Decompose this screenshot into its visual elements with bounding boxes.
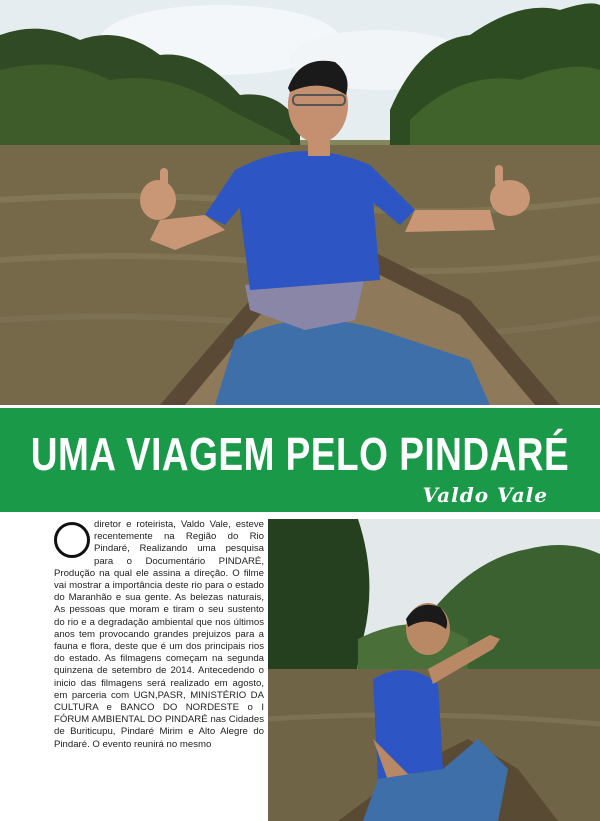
article-text: diretor e roteirista, Valdo Vale, esteve recentemente na Região do Rio Pindaré, Realizando uma pesquisa para o Documentário PINDARÉ, Produção na qual ele assina a direção. O filme vai mostrar a importância deste rio para o estado do Maranhão e sua gente. As belezas naturais, As pessoas que moram e tiram o seu sustento do rio e a degradação ambiental que nos últimos anos tem provocando grandes prejuizos para a fauna e flora, deste que é um dos principais rios do estado. As filmagens começam na segunda quinzena de setembro de 2014. Antecedendo o inicio das filmagens será realizado em agosto, em parceria com UGN,PASR, MINISTÉRIO DA CULTURA e BANCO DO NORDESTE o I FÓRUM AMBIENTAL DO PINDARÉ nas Cidades de Buriticupu, Pindaré Mirim e Alto Alegre do Pindaré. O evento reunirá no mesmo — [54, 519, 264, 750]
title-banner — [0, 408, 600, 512]
article-author: Valdo Vale — [422, 483, 548, 507]
man-pointing-from-boat-icon — [268, 519, 600, 821]
article-title: UMA VIAGEM PELO PINDARÉ — [30, 428, 570, 480]
article-body — [54, 519, 264, 819]
second-photo — [268, 519, 600, 821]
hero-photo — [0, 0, 600, 405]
man-in-boat-river-icon — [0, 0, 600, 405]
dropcap-circle — [54, 522, 90, 558]
